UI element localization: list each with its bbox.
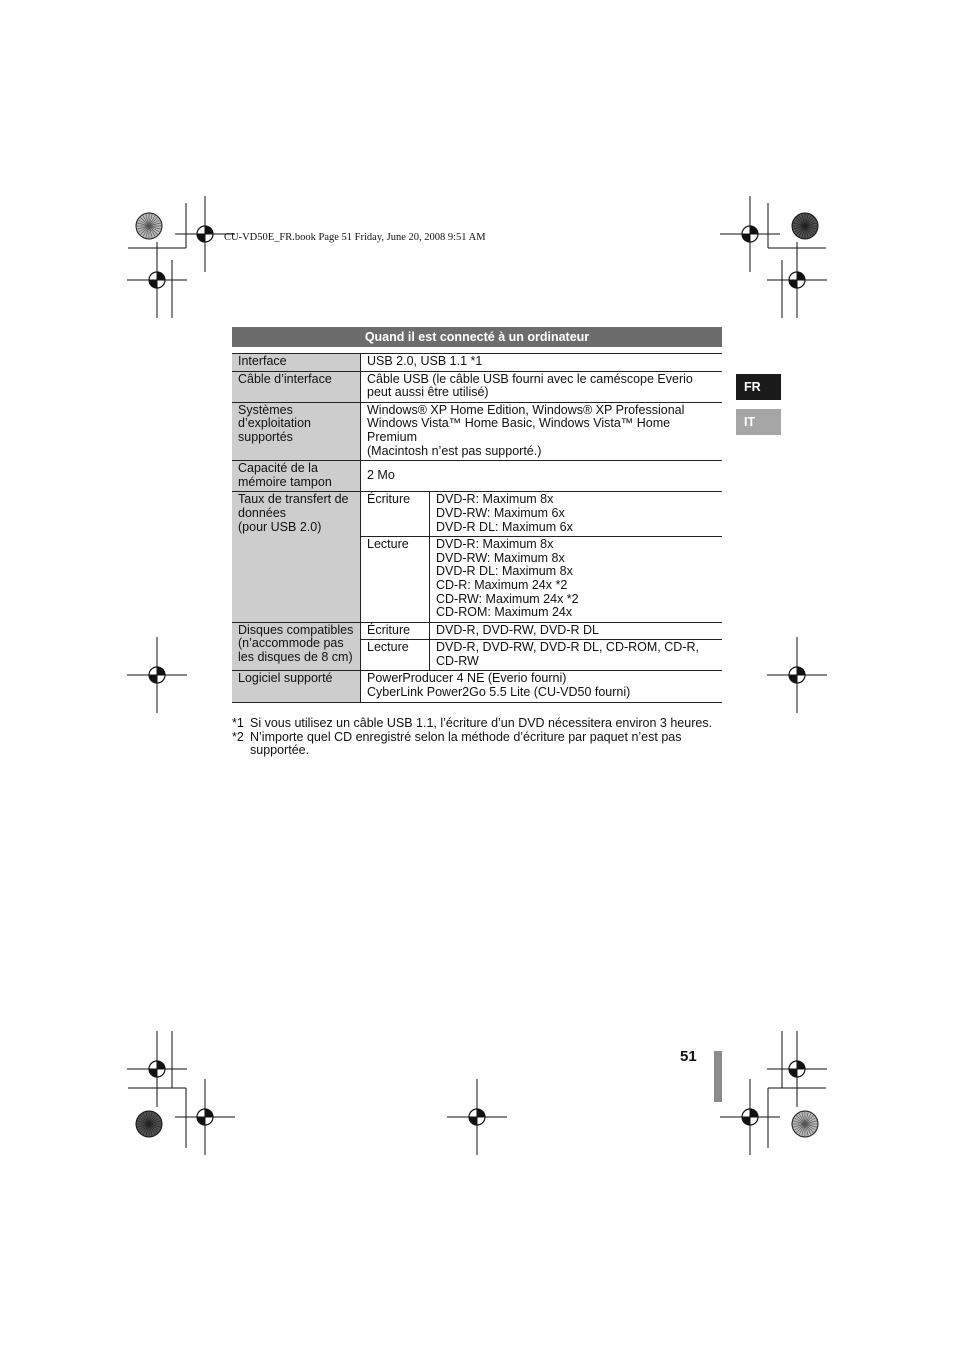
value-line: DVD-RW: Maximum 6x	[436, 505, 565, 520]
sub-value	[430, 640, 723, 671]
sub-label: Lecture	[361, 640, 430, 671]
table-row	[232, 461, 722, 492]
label-line: supportés	[238, 429, 293, 444]
row-label: Interface	[232, 354, 361, 372]
footnote-mark: *2	[232, 729, 244, 744]
sub-value: DVD-R, DVD-RW, DVD-R DL	[430, 622, 723, 640]
print-header-line: CU-VD50E_FR.book Page 51 Friday, June 20, 2008 9:51 AM	[224, 232, 486, 243]
value-line: CD-RW	[436, 653, 479, 668]
value-line: Windows® XP Home Edition, Windows® XP Professional	[367, 402, 685, 417]
sub-value	[430, 537, 723, 623]
value-line: CyberLink Power2Go 5.5 Lite (CU-VD50 fourni)	[367, 685, 631, 700]
value-line: PowerProducer 4 NE (Everio fourni)	[367, 671, 567, 686]
row-label	[232, 402, 361, 460]
sub-label: Écriture	[361, 622, 430, 640]
footnote-mark: *1	[232, 716, 244, 730]
value-line: DVD-R: Maximum 8x	[436, 492, 554, 507]
footnote-text: N’importe quel CD enregistré selon la méthode d’écriture par paquet n’est pas supportée.	[250, 729, 682, 758]
sub-value	[430, 492, 723, 537]
label-line: Systèmes	[238, 402, 293, 417]
label-line: (pour USB 2.0)	[238, 519, 322, 534]
table-row	[232, 354, 722, 372]
footnote-1	[232, 717, 732, 731]
value-line: DVD-R: Maximum 8x	[436, 537, 554, 552]
value-line: DVD-R DL: Maximum 8x	[436, 564, 573, 579]
row-value: 2 Mo	[361, 461, 723, 492]
spec-table	[232, 353, 722, 703]
label-line: (n’accommode pas	[238, 636, 344, 651]
section-title-bar: Quand il est connecté à un ordinateur	[232, 327, 722, 347]
label-line: données	[238, 505, 286, 520]
footnotes	[232, 717, 732, 758]
sub-label: Lecture	[361, 537, 430, 623]
row-value	[361, 671, 723, 702]
value-line: Premium	[367, 429, 418, 444]
language-tab-fr[interactable]: FR	[736, 374, 781, 400]
value-line: (Macintosh n’est pas supporté.)	[367, 443, 542, 458]
value-line: DVD-R, DVD-RW, DVD-R DL, CD-ROM, CD-R,	[436, 640, 699, 655]
footnote-text: Si vous utilisez un câble USB 1.1, l’écriture d’un DVD nécessitera environ 3 heures.	[250, 716, 713, 730]
value-line: CD-ROM: Maximum 24x	[436, 605, 573, 620]
language-tab-it[interactable]: IT	[736, 409, 781, 435]
value-line: DVD-R DL: Maximum 6x	[436, 519, 573, 534]
label-line: les disques de 8 cm)	[238, 649, 353, 664]
sub-label: Écriture	[361, 492, 430, 537]
row-value	[361, 371, 723, 402]
value-line: DVD-RW: Maximum 8x	[436, 550, 565, 565]
table-row	[232, 622, 722, 640]
row-value	[361, 402, 723, 460]
label-line: mémoire tampon	[238, 474, 332, 489]
row-label	[232, 492, 361, 622]
value-line: CD-R: Maximum 24x *2	[436, 577, 568, 592]
label-line: Disques compatibles	[238, 622, 354, 637]
value-line: CD-RW: Maximum 24x *2	[436, 591, 579, 606]
footnote-2	[232, 731, 712, 758]
value-line: Windows Vista™ Home Basic, Windows Vista™ Home	[367, 416, 671, 431]
row-label	[232, 622, 361, 671]
page-number-bar	[714, 1051, 722, 1102]
table-row	[232, 671, 722, 702]
value-line: Câble USB (le câble USB fourni avec le caméscope Everio	[367, 371, 693, 386]
row-value: USB 2.0, USB 1.1 *1	[361, 354, 723, 372]
label-line: d’exploitation	[238, 416, 311, 431]
label-line: Capacité de la	[238, 461, 318, 476]
table-row	[232, 371, 722, 402]
table-row	[232, 402, 722, 460]
table-row	[232, 492, 722, 537]
row-label: Câble d’interface	[232, 371, 361, 402]
label-line: Taux de transfert de	[238, 492, 349, 507]
value-line: peut aussi être utilisé)	[367, 385, 489, 400]
page-number: 51	[680, 1048, 697, 1065]
row-label	[232, 461, 361, 492]
row-label: Logiciel supporté	[232, 671, 361, 702]
